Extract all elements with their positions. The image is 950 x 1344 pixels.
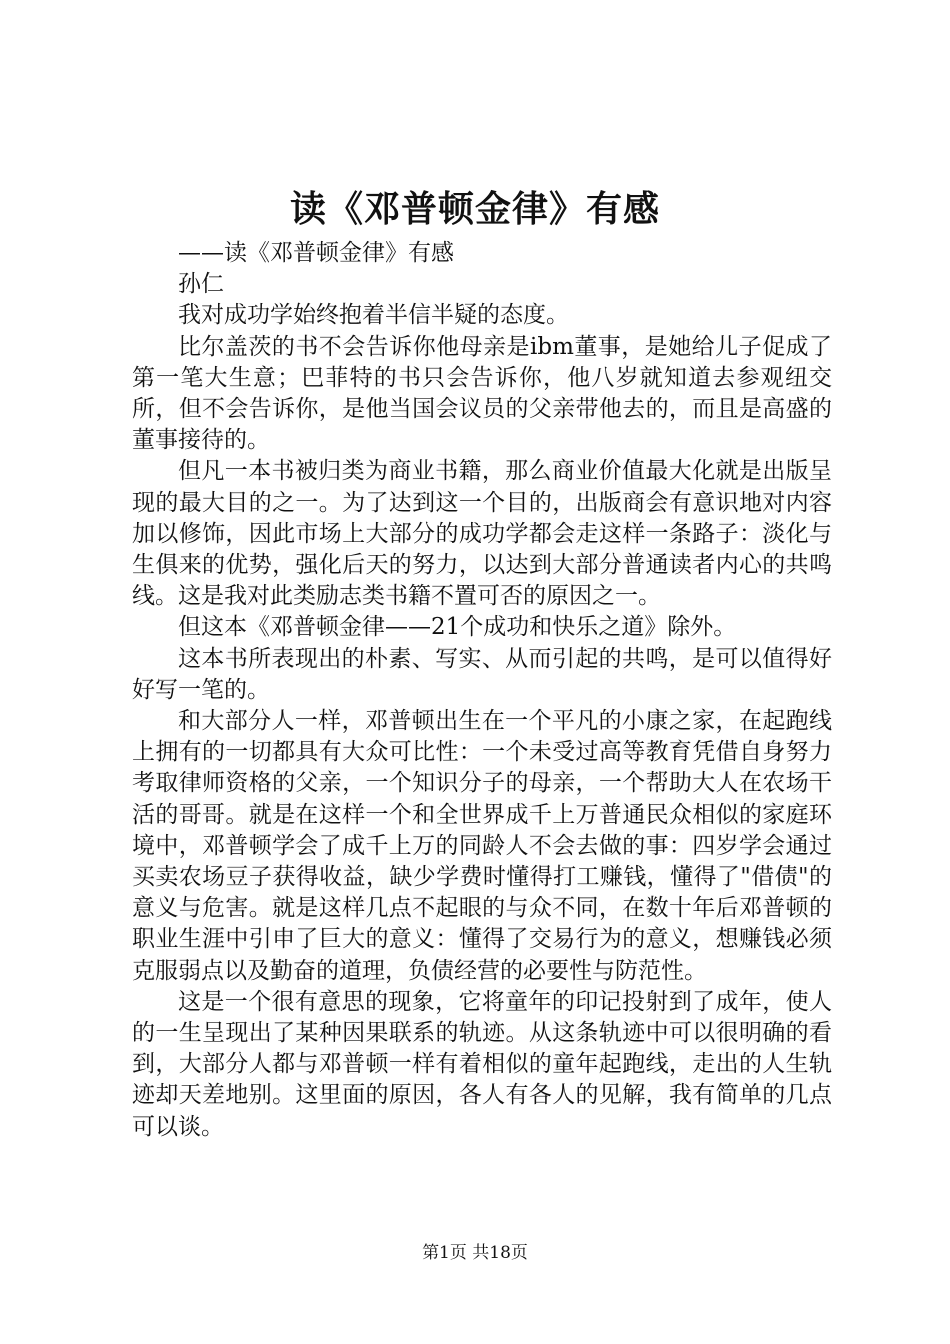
paragraph: 我对成功学始终抱着半信半疑的态度。 xyxy=(178,302,569,329)
paragraph: 比尔盖茨的书不会告诉你他母亲是ibm董事，是她给儿子促成了第一笔大生意；巴菲特的书只会告诉你，他八岁就知道去参观纽交所，但不会告诉你，是他当国会议员的父亲带他去的，而且是高盛的董事接待的。 xyxy=(132,333,832,454)
paragraph: 这本书所表现出的朴素、写实、从而引起的共鸣，是可以值得好好写一笔的。 xyxy=(132,645,832,703)
document-title: 读《邓普顿金律》有感 xyxy=(289,188,660,230)
page-number-footer: 第1页 共18页 xyxy=(422,1243,528,1263)
subtitle-line: ——读《邓普顿金律》有感 xyxy=(178,240,454,266)
paragraph: 这是一个很有意思的现象，它将童年的印记投射到了成年，使人的一生呈现出了某种因果联系的轨迹。从这条轨迹中可以很明确的看到，大部分人都与邓普顿一样有着相似的童年起跑线，走出的人生轨迹却天差地别。这里面的原因，各人有各人的见解，我有简单的几点可以谈。 xyxy=(132,988,832,1140)
document-body xyxy=(132,238,832,1143)
author-line: 孙仁 xyxy=(178,271,224,298)
paragraph: 但这本《邓普顿金律——21个成功和快乐之道》除外。 xyxy=(178,614,737,641)
paragraph: 和大部分人一样，邓普顿出生在一个平凡的小康之家，在起跑线上拥有的一切都具有大众可比性：一个未受过高等教育凭借自身努力考取律师资格的父亲，一个知识分子的母亲，一个帮助大人在农场干活的哥哥。就是在这样一个和全世界成千上万普通民众相似的家庭环境中，邓普顿学会了成千上万的同龄人不会去做的事：四岁学会通过买卖农场豆子获得收益，缺少学费时懂得打工赚钱，懂得了"借债"的意义与危害。就是这样几点不起眼的与众不同，在数十年后邓普顿的职业生涯中引申了巨大的意义：懂得了交易行为的意义，想赚钱必须克服弱点以及勤奋的道理，负债经营的必要性与防范性。 xyxy=(132,708,832,984)
paragraph: 但凡一本书被归类为商业书籍，那么商业价值最大化就是出版呈现的最大目的之一。为了达到这一个目的，出版商会有意识地对内容加以修饰，因此市场上大部分的成功学都会走这样一条路子：淡化与生俱来的优势，强化后天的努力，以达到大部分普通读者内心的共鸣线。这是我对此类励志类书籍不置可否的原因之一。 xyxy=(132,458,832,610)
